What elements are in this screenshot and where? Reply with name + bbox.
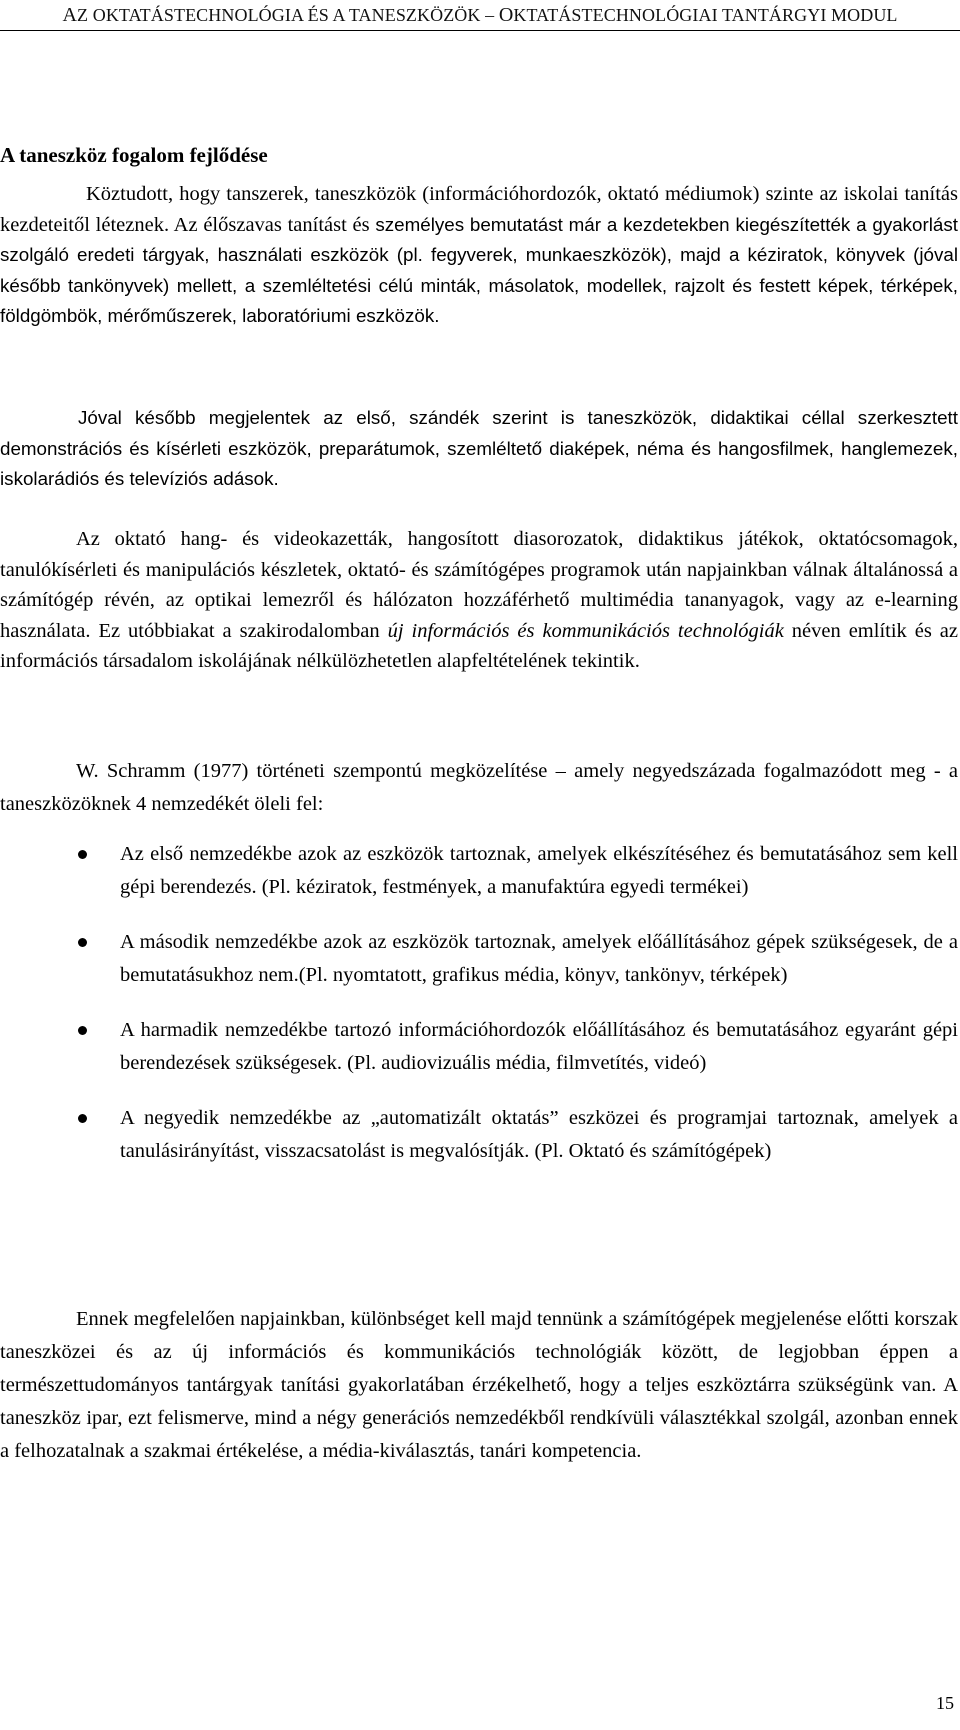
bullet-icon: [78, 1114, 87, 1123]
paragraph-4: W. Schramm (1977) történeti szempontú megközelítése – amely negyedszázada fogalmazódott meg - a taneszközöknek 4 nemzedékét öleli fel:: [0, 760, 958, 815]
running-header: [0, 4, 960, 27]
section-title: A taneszköz fogalom fejlődése: [0, 143, 268, 167]
paragraph-1-sans: személyes bemutatást már a kezdetekben kiegészítették a gyakorlást szolgáló eredeti tárgyak, használati eszközök (pl. fegyverek, munkaeszközök), majd a kéziratok, könyvek (jóval később tankönyvek) mellett, a szemléltetési célú minták, másolatok, modellek, rajzolt és festett képek, térképek, földgömbök, mérőműszerek, laboratóriumi eszközök.: [0, 213, 958, 326]
list-item: [0, 926, 958, 992]
bullet-icon: [78, 938, 87, 947]
list-item-text: A harmadik nemzedékbe tartozó információhordozók előállításához és bemutatásához egyaránt gépi berendezések szükségesek. (Pl. audiovizuális média, filmvetítés, videó): [120, 1019, 958, 1074]
paragraph-5: Ennek megfelelően napjainkban, különbséget kell majd tennünk a számítógépek megjelenése előtti korszak taneszközei és az új információs és kommunikációs technológiák között, de legjobban éppen a természettudományos tantárgyak tanítási gyakorlatában érzékelhető, hogy a teljes eszköztárra szükségünk van. A taneszköz ipar, ezt felismerve, mind a négy generációs nemzedékből rendkívüli választékkal szolgál, azonban ennek a felhozatalnak a szakmai értékelése, a média-kiválasztás, tanári kompetencia.: [0, 1308, 958, 1462]
bullet-icon: [78, 850, 87, 859]
paragraph-3-emphasis: új információs és kommunikációs technológiák: [387, 619, 784, 642]
paragraph-3: [0, 524, 958, 677]
paragraph-3-before: Az oktató hang- és videokazetták, hangosított diasorozatok, didaktikus játékok, oktatócsomagok, tanulókísérleti és manipulációs készletek, oktató- és számítógépes programok után napjainkban válnak általánossá a számítógép révén, az optikai lemezről és hálózaton hozzáférhető multimédia tananyagok, vagy az e-learning használata. Ez utóbbiakat a szakirodalomban: [0, 528, 958, 642]
header-rule: [0, 30, 960, 31]
paragraph-1-serif: Köztudott, hogy tanszerek, taneszközök (információhordozók, oktató médiumok) szinte az iskolai tanítás kezdeteitől léteznek. Az élőszavas tanítást és: [0, 183, 958, 236]
paragraph-2: Jóval később megjelentek az első, szándék szerint is taneszközök, didaktikai céllal szerkesztett demonstrációs és kísérleti eszközök, preparátumok, szemléltető diaképek, néma és hangosfilmek, hanglemezek, iskolarádiós és televíziós adások.: [0, 407, 958, 489]
generation-list: [0, 838, 958, 1190]
header-initial-a: A: [62, 4, 78, 26]
paragraph-1: [0, 179, 958, 332]
paragraph-3-after: néven említik és az információs társadalom iskolájának nélkülözhetetlen alapfeltételének tekintik.: [0, 619, 958, 672]
header-part-b: KTATÁSTECHNOLÓGIAI TANTÁRGYI MODUL: [513, 5, 898, 25]
header-initial-b: O: [498, 4, 514, 26]
list-item: [0, 1102, 958, 1168]
list-item-text: Az első nemzedékbe azok az eszközök tartoznak, amelyek elkészítéséhez és bemutatásához sem kell gépi berendezés. (Pl. kéziratok, festmények, a manufaktúra egyedi termékei): [120, 843, 958, 898]
page-number: 15: [936, 1693, 954, 1713]
list-item-text: A második nemzedékbe azok az eszközök tartoznak, amelyek előállításához gépek szükségesek, de a bemutatásukhoz nem.(Pl. nyomtatott, grafikus média, könyv, tankönyv, térképek): [120, 931, 958, 986]
header-part-a: Z OKTATÁSTECHNOLÓGIA ÉS A TANESZKÖZÖK –: [77, 5, 499, 25]
list-item-text: A negyedik nemzedékbe az „automatizált oktatás” eszközei és programjai tartoznak, amelyek a tanulásirányítást, visszacsatolást is megvalósítják. (Pl. Oktató és számítógépek): [120, 1107, 958, 1162]
list-item: [0, 838, 958, 904]
list-item: [0, 1014, 958, 1080]
bullet-icon: [78, 1026, 87, 1035]
